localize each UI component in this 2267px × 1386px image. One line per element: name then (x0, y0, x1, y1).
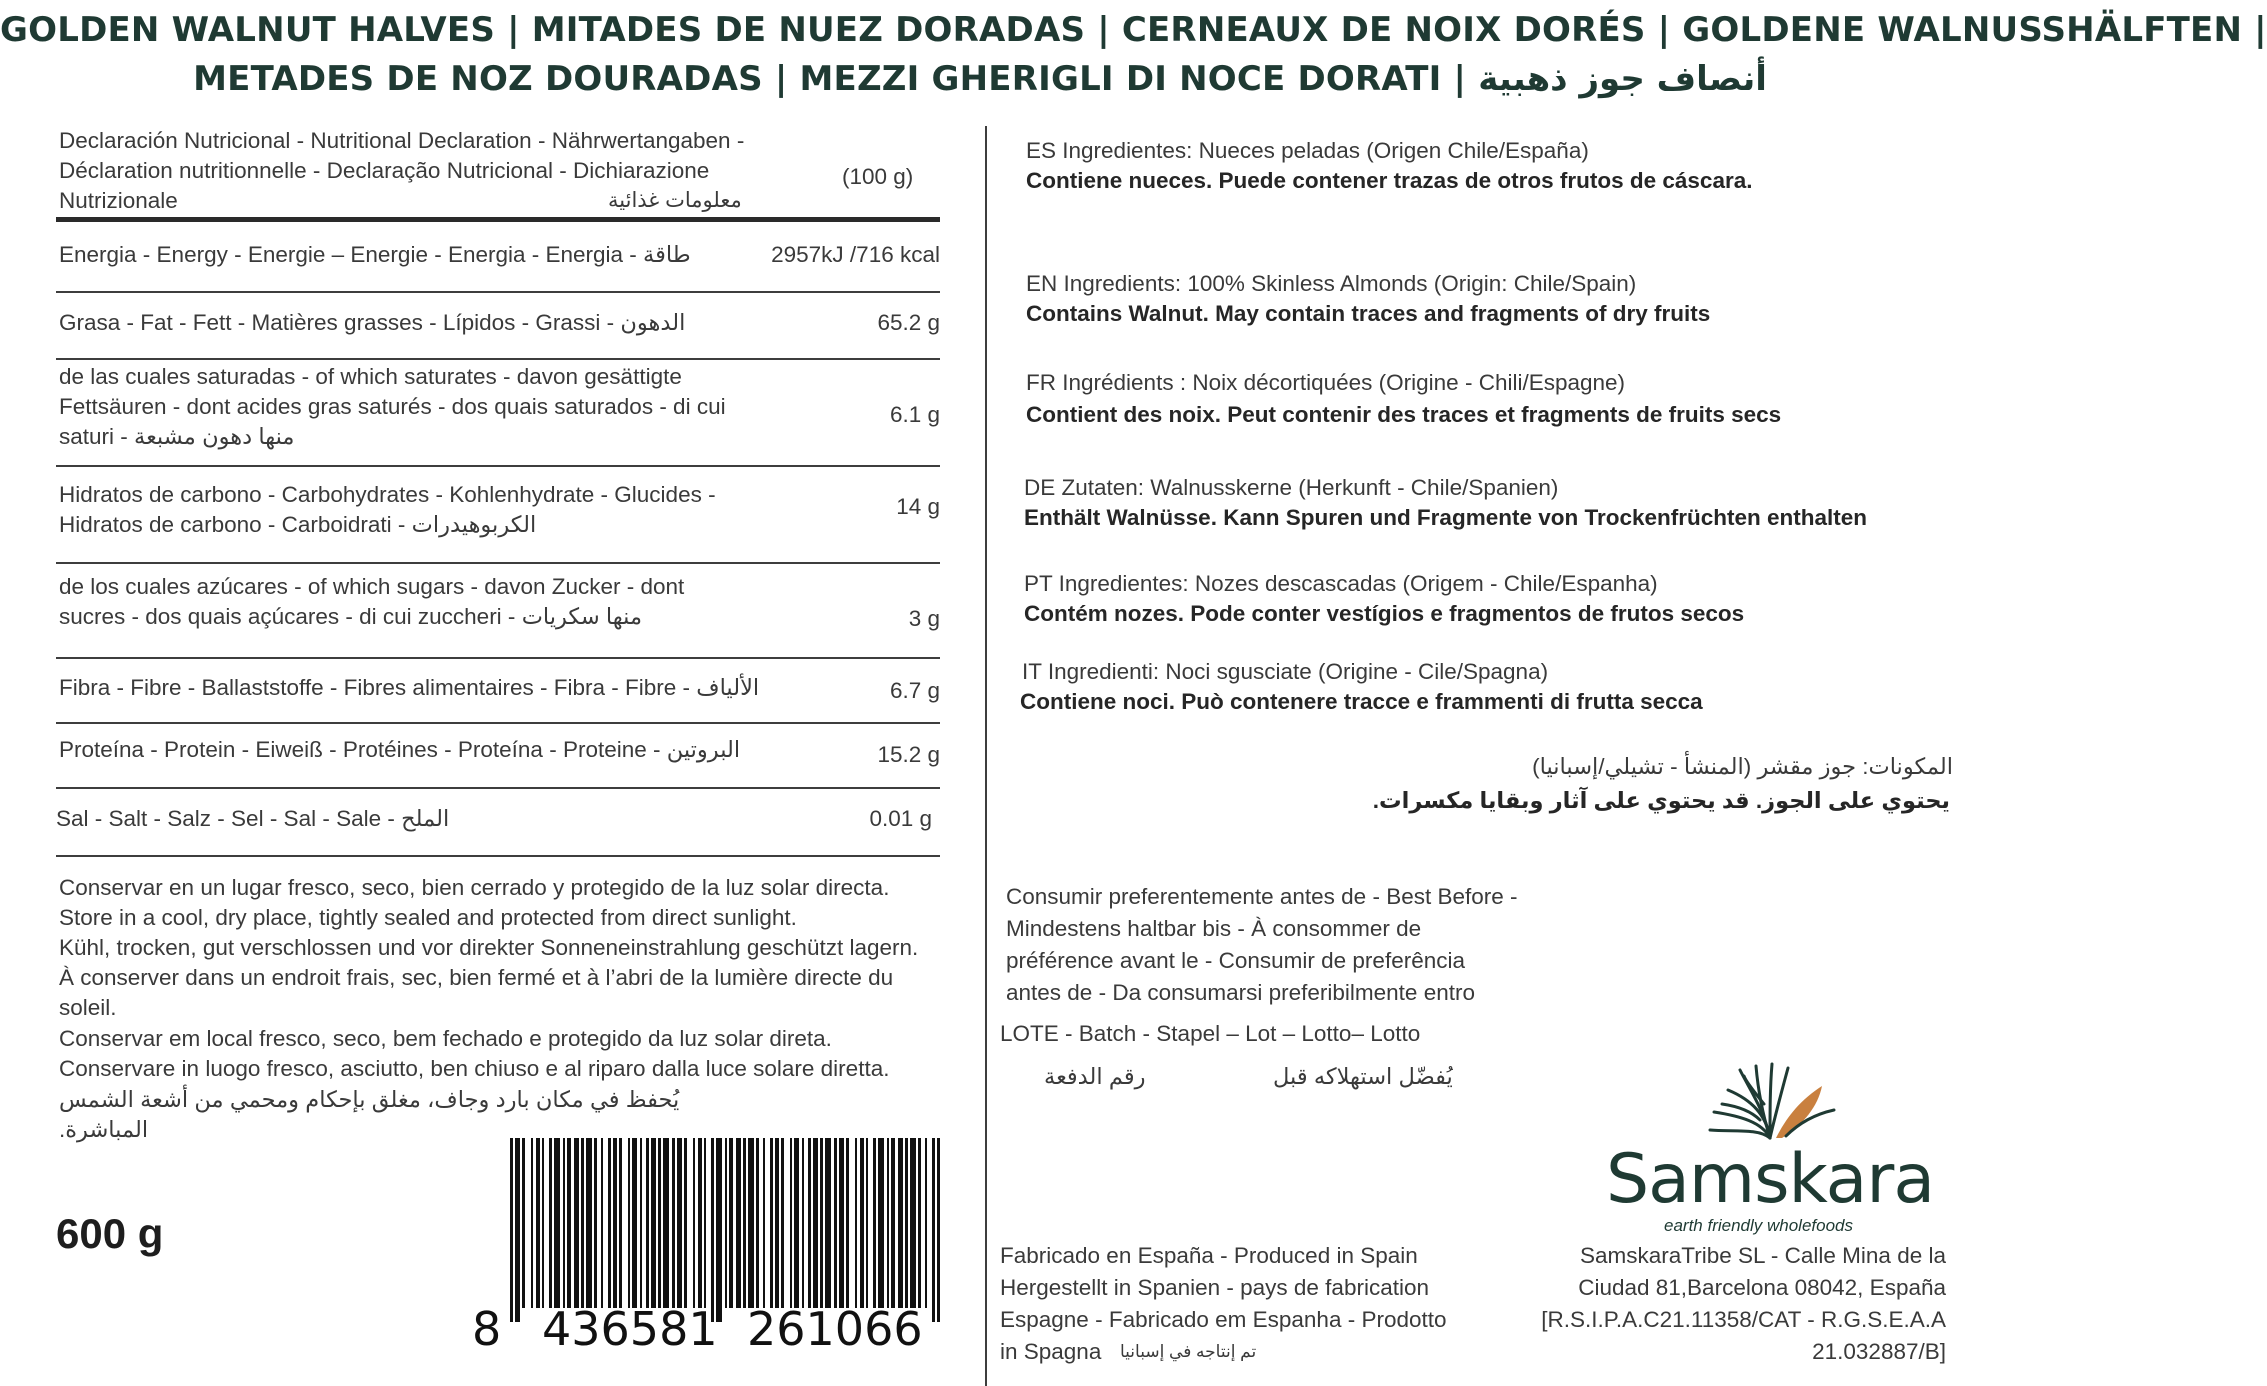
barcode-bar (663, 1138, 669, 1308)
nutrient-label-carbohydrates-2: Hidratos de carbono - Carboidrati - الكربوهيدرات (59, 512, 537, 537)
nutrient-value-fat: 65.2 g (877, 310, 940, 335)
barcode-bar (808, 1138, 811, 1308)
barcode-bar (866, 1138, 868, 1308)
barcode-bar (716, 1138, 722, 1322)
allergens-pt: Contém nozes. Pode conter vestígios e fragmentos de frutos secos (1024, 601, 1745, 626)
storage-line-fr-1: À conserver dans un endroit frais, sec, bien fermé et à l’abri de la lumière directe du (59, 965, 894, 990)
address-3: [R.S.I.P.A.C21.11358/CAT - R.G.S.E.A.A (1541, 1307, 1946, 1332)
barcode-bar (554, 1138, 560, 1308)
barcode-bar (794, 1138, 799, 1308)
barcode-bar (887, 1138, 889, 1308)
barcode-bar (775, 1138, 779, 1308)
barcode-bar (770, 1138, 773, 1308)
barcode-bar (802, 1138, 804, 1308)
allergens-ar: يحتوي على الجوز. قد يحتوي على آثار وبقايا مكسرات. (1372, 788, 1950, 813)
barcode-bar (567, 1138, 571, 1308)
made-in-3: Espagne - Fabricado em Espanha - Prodotto (1000, 1307, 1447, 1332)
barcode-bar (619, 1138, 622, 1308)
ingredients-en: EN Ingredients: 100% Skinless Almonds (Origin: Chile/Spain) (1026, 271, 1637, 296)
nutrition-divider (56, 787, 940, 789)
barcode-bar (563, 1138, 565, 1308)
nutrient-label-saturates-2: Fettsäuren - dont acides gras saturés - dos quais saturados - di cui (59, 394, 726, 419)
barcode-bar (855, 1138, 857, 1308)
address-2: Ciudad 81,Barcelona 08042, España (1578, 1275, 1946, 1300)
tree-icon (1700, 1060, 1840, 1140)
barcode-bar (531, 1138, 533, 1308)
barcode-bar (549, 1138, 552, 1308)
storage-line-de: Kühl, trocken, gut verschlossen und vor direkter Sonneneinstrahlung geschützt lagern. (59, 935, 919, 960)
ingredients-fr: FR Ingrédients : Noix décortiquées (Origine - Chili/Espagne) (1026, 370, 1626, 395)
barcode-bar (846, 1138, 849, 1308)
barcode-digit-first: 8 (472, 1302, 502, 1356)
lot-label-arabic: رقم الدفعة (1044, 1064, 1146, 1089)
made-in-arabic: تم إنتاجه في إسبانيا (1120, 1342, 1257, 1361)
nutrition-heading-arabic: معلومات غذائية (608, 189, 742, 212)
allergens-es: Contiene nueces. Puede contener trazas de otros frutos de cáscara. (1026, 168, 1753, 193)
address-4: 21.032887/B] (1812, 1339, 1946, 1364)
barcode-bar (763, 1138, 765, 1308)
barcode-bar (725, 1138, 727, 1308)
nutrition-divider (56, 657, 940, 659)
barcode-bar (932, 1138, 935, 1322)
barcode-bar (711, 1138, 714, 1322)
barcode-bar (729, 1138, 733, 1308)
nutrient-value-carbohydrates: 14 g (896, 494, 940, 519)
nutrition-divider (56, 358, 940, 360)
barcode-bar (790, 1138, 792, 1308)
address-1: SamskaraTribe SL - Calle Mina de la (1580, 1243, 1946, 1268)
nutrition-divider (56, 465, 940, 467)
nutrient-label-energy: Energia - Energy - Energie – Energie - Energia - Energia - طاقة (59, 242, 691, 267)
allergens-fr: Contient des noix. Peut contenir des traces et fragments de fruits secs (1026, 402, 1782, 427)
barcode-bar (628, 1138, 630, 1308)
nutrient-value-sugars: 3 g (908, 606, 940, 631)
nutrient-label-fibre: Fibra - Fibre - Ballaststoffe - Fibres alimentaires - Fibra - Fibre - الألياف (59, 675, 760, 700)
barcode-bar (672, 1138, 675, 1308)
ingredients-pt: PT Ingredientes: Nozes descascadas (Origem - Chile/Espanha) (1024, 571, 1658, 596)
storage-line-es: Conservar en un lugar fresco, seco, bien cerrado y protegido de la luz solar directa. (59, 875, 890, 900)
nutrition-divider (56, 291, 940, 293)
nutrient-label-salt: Sal - Salt - Salz - Sel - Sal - Sale - الملح (56, 806, 450, 831)
nutrition-divider (56, 562, 940, 564)
storage-line-en: Store in a cool, dry place, tightly sealed and protected from direct sunlight. (59, 905, 797, 930)
barcode-bar (736, 1138, 741, 1308)
column-divider (985, 126, 987, 1386)
barcode-bar (640, 1138, 642, 1308)
nutrient-label-carbohydrates-1: Hidratos de carbono - Carbohydrates - Kohlenhydrate - Glucides - (59, 482, 716, 507)
barcode-bar (813, 1138, 818, 1308)
barcode-bar (918, 1138, 921, 1308)
nutrient-value-energy: 2957kJ /716 kcal (771, 242, 940, 267)
best-before-1: Consumir preferentemente antes de - Best Before - (1006, 884, 1518, 909)
barcode-bar (839, 1138, 844, 1308)
barcode-bar (878, 1138, 884, 1308)
barcode-bar (613, 1138, 617, 1308)
barcode-bar (756, 1138, 759, 1308)
nutrition-heading-1: Declaración Nutricional - Nutritional Declaration - Nährwertangaben - (59, 128, 745, 153)
barcode-bar (891, 1138, 895, 1308)
nutrient-label-saturates-1: de las cuales saturadas - of which saturates - davon gesättigte (59, 364, 682, 389)
barcode-bar (651, 1138, 656, 1308)
nutrition-per-100g: (100 g) (842, 164, 914, 189)
ingredients-es: ES Ingredientes: Nueces peladas (Origen Chile/España) (1026, 138, 1589, 163)
nutrient-value-saturates: 6.1 g (889, 402, 940, 427)
allergens-en: Contains Walnut. May contain traces and fragments of dry fruits (1026, 301, 1711, 326)
best-before-4: antes de - Da consumarsi preferibilmente entro (1006, 980, 1475, 1005)
made-in-2: Hergestellt in Spanien - pays de fabrication (1000, 1275, 1429, 1300)
barcode-bar (632, 1138, 637, 1308)
nutrition-divider (56, 217, 940, 222)
ingredients-ar: المكونات: جوز مقشر (المنشأ - تشيلي/إسبانيا) (1532, 754, 1953, 779)
best-before-2: Mindestens haltbar bis - À consommer de (1006, 916, 1422, 941)
barcode-bar (898, 1138, 903, 1308)
barcode-bar (937, 1138, 940, 1322)
best-before-arabic: يُفضّل استهلاكه قبل (1273, 1064, 1453, 1089)
nutrient-value-protein: 15.2 g (877, 742, 940, 767)
barcode-bar (860, 1138, 864, 1308)
nutrient-label-saturates-3: saturi - منها دهون مشبعة (59, 424, 295, 449)
barcode-bar (646, 1138, 649, 1308)
best-before-3: préférence avant le - Consumir de preferência (1006, 948, 1465, 973)
nutrient-label-protein: Proteína - Protein - Eiweiß - Protéines - Proteína - Proteine - البروتين (59, 737, 741, 762)
nutrition-heading-3: Nutrizionale (59, 188, 178, 213)
barcode-bar (820, 1138, 823, 1308)
ingredients-it: IT Ingredienti: Noci sgusciate (Origine - Cile/Spagna) (1022, 659, 1549, 684)
barcode-bar (677, 1138, 682, 1308)
barcode-digits-right: 261066 (747, 1302, 923, 1356)
barcode-bar (693, 1138, 695, 1308)
barcode-bar (608, 1138, 611, 1308)
barcode-bar (594, 1138, 597, 1308)
barcode-bar (905, 1138, 908, 1308)
product-title-line-1: GOLDEN WALNUT HALVES | MITADES DE NUEZ DORADAS | CERNEAUX DE NOIX DORÉS | GOLDENE WALNUSSHÄLFTEN | (0, 10, 2267, 50)
barcode-bar (748, 1138, 754, 1308)
barcode-bar (873, 1138, 876, 1308)
barcode-bar (510, 1138, 513, 1322)
made-in-1: Fabricado en España - Produced in Spain (1000, 1243, 1418, 1268)
nutrient-label-sugars-1: de los cuales azúcares - of which sugars - davon Zucker - dont (59, 574, 685, 599)
barcode-bar (581, 1138, 584, 1308)
storage-line-fr-2: soleil. (59, 995, 117, 1020)
storage-line-it: Conservare in luogo fresco, asciutto, ben chiuso e al riparo dalla luce solare diretta. (59, 1056, 890, 1081)
made-in-4: in Spagna (1000, 1339, 1102, 1364)
nutrient-label-fat: Grasa - Fat - Fett - Matières grasses - Lípidos - Grassi - الدهون (59, 310, 686, 335)
lot-label: LOTE - Batch - Stapel – Lot – Lotto– Lotto (1000, 1021, 1421, 1046)
nutrient-value-salt: 0.01 g (869, 806, 932, 831)
nutrition-heading-2: Déclaration nutritionnelle - Declaração Nutricional - Dichiarazione (59, 158, 710, 183)
barcode-bar (698, 1138, 702, 1308)
barcode-bar (542, 1138, 544, 1308)
barcode-bar (658, 1138, 661, 1308)
barcode-digits-left: 436581 (542, 1302, 718, 1356)
barcode-bar (515, 1138, 520, 1322)
nutrition-divider (56, 722, 940, 724)
barcode-bar (601, 1138, 603, 1308)
barcode-bar (586, 1138, 592, 1308)
brand-tagline: earth friendly wholefoods (1664, 1216, 1854, 1235)
nutrition-divider (56, 855, 940, 857)
nutrient-value-fibre: 6.7 g (889, 678, 940, 703)
barcode-bar (781, 1138, 784, 1308)
barcode-bar (743, 1138, 746, 1308)
net-weight: 600 g (56, 1210, 164, 1257)
nutrient-label-sugars-2: sucres - dos quais açúcares - di cui zuccheri - منها سكريات (59, 604, 642, 629)
barcode-bar (684, 1138, 687, 1308)
barcode (510, 1138, 940, 1308)
allergens-de: Enthält Walnüsse. Kann Spuren und Fragmente von Trockenfrüchten enthalten (1024, 505, 1868, 530)
barcode-bar (825, 1138, 831, 1308)
barcode-bar (536, 1138, 540, 1308)
ingredients-de: DE Zutaten: Walnusskerne (Herkunft - Chile/Spanien) (1024, 475, 1559, 500)
storage-line-ar: يُحفظ في مكان بارد وجاف، مغلق بإحكام ومحمي من أشعة الشمس المباشرة. (59, 1087, 680, 1142)
product-title-line-2: METADES DE NOZ DOURADAS | MEZZI GHERIGLI DI NOCE DORATI | أنصاف جوز ذهبية (193, 59, 1767, 99)
barcode-bar (704, 1138, 706, 1308)
barcode-bar (910, 1138, 916, 1308)
barcode-bar (925, 1138, 927, 1308)
storage-line-pt: Conservar em local fresco, seco, bem fechado e protegido da luz solar direta. (59, 1026, 832, 1051)
allergens-it: Contiene noci. Può contenere tracce e frammenti di frutta secca (1020, 689, 1703, 714)
barcode-bar (834, 1138, 837, 1308)
barcode-bar (574, 1138, 579, 1308)
brand-name: Samskara (1606, 1140, 1934, 1219)
barcode-bar (522, 1138, 525, 1308)
